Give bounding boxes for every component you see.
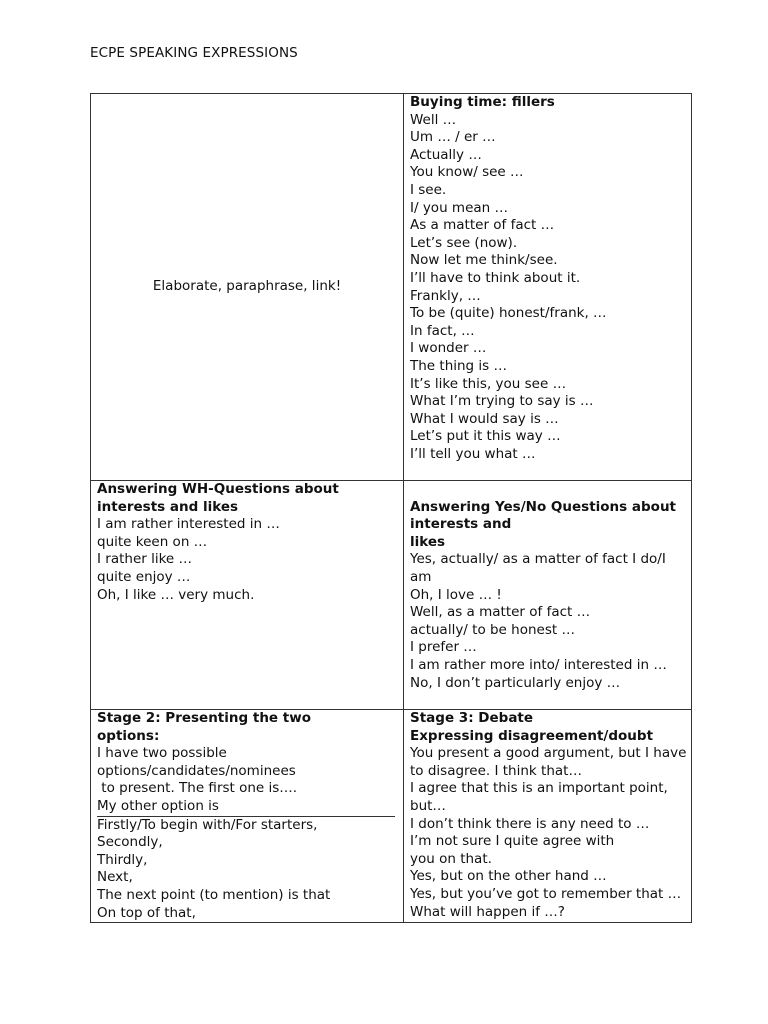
list-item: I prefer … xyxy=(410,639,477,656)
list-item: Secondly, xyxy=(97,834,163,851)
section-heading: Answering Yes/No Questions about xyxy=(410,498,677,515)
list-item: You know/ see … xyxy=(410,164,524,181)
section-heading: Answering WH-Questions about xyxy=(97,481,339,497)
list-item: Frankly, … xyxy=(410,287,481,304)
list-item: Well, as a matter of fact … xyxy=(410,604,591,621)
list-item: I/ you mean … xyxy=(410,199,508,216)
list-item: I’ll have to think about it. xyxy=(410,269,581,286)
list-item: What I’m trying to say is … xyxy=(410,393,594,410)
list-item: I wonder … xyxy=(410,340,487,357)
section-heading: interests and likes xyxy=(97,498,239,515)
page-title: ECPE SPEAKING EXPRESSIONS xyxy=(90,45,298,61)
section-heading: options: xyxy=(97,727,160,744)
list-item: The next point (to mention) is that xyxy=(97,886,331,903)
list-item: Oh, I like … very much. xyxy=(97,586,255,603)
list-item: quite enjoy … xyxy=(97,568,191,585)
list-item: Now let me think/see. xyxy=(410,252,558,269)
list-item: Let’s see (now). xyxy=(410,234,518,251)
list-item: I’m not sure I quite agree with xyxy=(410,833,615,850)
list-item: Firstly/To begin with/For starters, xyxy=(97,816,318,833)
list-item: You present a good argument, but I have xyxy=(410,745,687,762)
list-item: I see. xyxy=(410,181,447,198)
list-item: options/candidates/nominees xyxy=(97,762,296,779)
list-item: My other option is xyxy=(97,798,395,817)
list-item: I rather like … xyxy=(97,551,193,568)
list-item: Let’s put it this way … xyxy=(410,428,561,445)
list-item: actually/ to be honest … xyxy=(410,621,575,638)
list-item: to disagree. I think that… xyxy=(410,762,582,779)
section-heading: Buying time: fillers xyxy=(410,94,555,110)
list-item: am xyxy=(410,568,432,585)
expressions-table xyxy=(90,93,692,923)
list-item: I’ll tell you what … xyxy=(410,445,536,462)
list-item: Yes, but on the other hand … xyxy=(410,868,607,885)
list-item: I don’t think there is any need to … xyxy=(410,815,650,832)
list-item: What will happen if …? xyxy=(410,903,565,920)
table-cell-yes-no-questions xyxy=(404,481,692,710)
table-row xyxy=(91,710,692,923)
list-item: Thirdly, xyxy=(97,851,148,868)
list-item: The thing is … xyxy=(410,357,507,374)
section-heading: Stage 2: Presenting the two xyxy=(97,710,311,726)
section-heading: likes xyxy=(410,533,446,550)
table-cell-wh-questions xyxy=(91,481,404,710)
list-item: I have two possible xyxy=(97,745,227,762)
list-item: to present. The first one is…. xyxy=(97,780,298,797)
list-item: To be (quite) honest/frank, … xyxy=(410,305,607,322)
list-item: you on that. xyxy=(410,850,492,867)
table-cell-stage-2 xyxy=(91,710,404,923)
table-row xyxy=(91,481,692,710)
list-item: I am rather interested in … xyxy=(97,516,280,533)
list-item: As a matter of fact … xyxy=(410,217,555,234)
list-item: On top of that, xyxy=(97,904,196,921)
list-item: It’s like this, you see … xyxy=(410,375,567,392)
section-heading: Expressing disagreement/doubt xyxy=(410,727,654,744)
list-item: Yes, but you’ve got to remember that … xyxy=(410,885,682,902)
cell-text: Elaborate, paraphrase, link! xyxy=(152,278,342,295)
list-item: Next, xyxy=(97,869,133,886)
list-item: I am rather more into/ interested in … xyxy=(410,656,667,673)
list-item: I agree that this is an important point, xyxy=(410,780,668,797)
table-cell-fillers xyxy=(404,94,692,481)
section-heading: interests and xyxy=(410,516,512,533)
list-item: Oh, I love … ! xyxy=(410,586,502,603)
spacer xyxy=(410,481,685,499)
table-cell-elaborate xyxy=(91,94,404,481)
list-item: What I would say is … xyxy=(410,410,559,427)
table-row xyxy=(91,94,692,481)
list-item: quite keen on … xyxy=(97,533,208,550)
section-heading: Stage 3: Debate xyxy=(410,710,534,726)
list-item: Actually … xyxy=(410,146,482,163)
table-cell-stage-3 xyxy=(404,710,692,923)
list-item: but… xyxy=(410,797,446,814)
list-item: No, I don’t particularly enjoy … xyxy=(410,674,621,691)
list-item: Yes, actually/ as a matter of fact I do/I xyxy=(410,551,666,568)
list-item: Well … xyxy=(410,111,457,128)
list-item: Um … / er … xyxy=(410,129,496,146)
list-item: In fact, … xyxy=(410,322,475,339)
